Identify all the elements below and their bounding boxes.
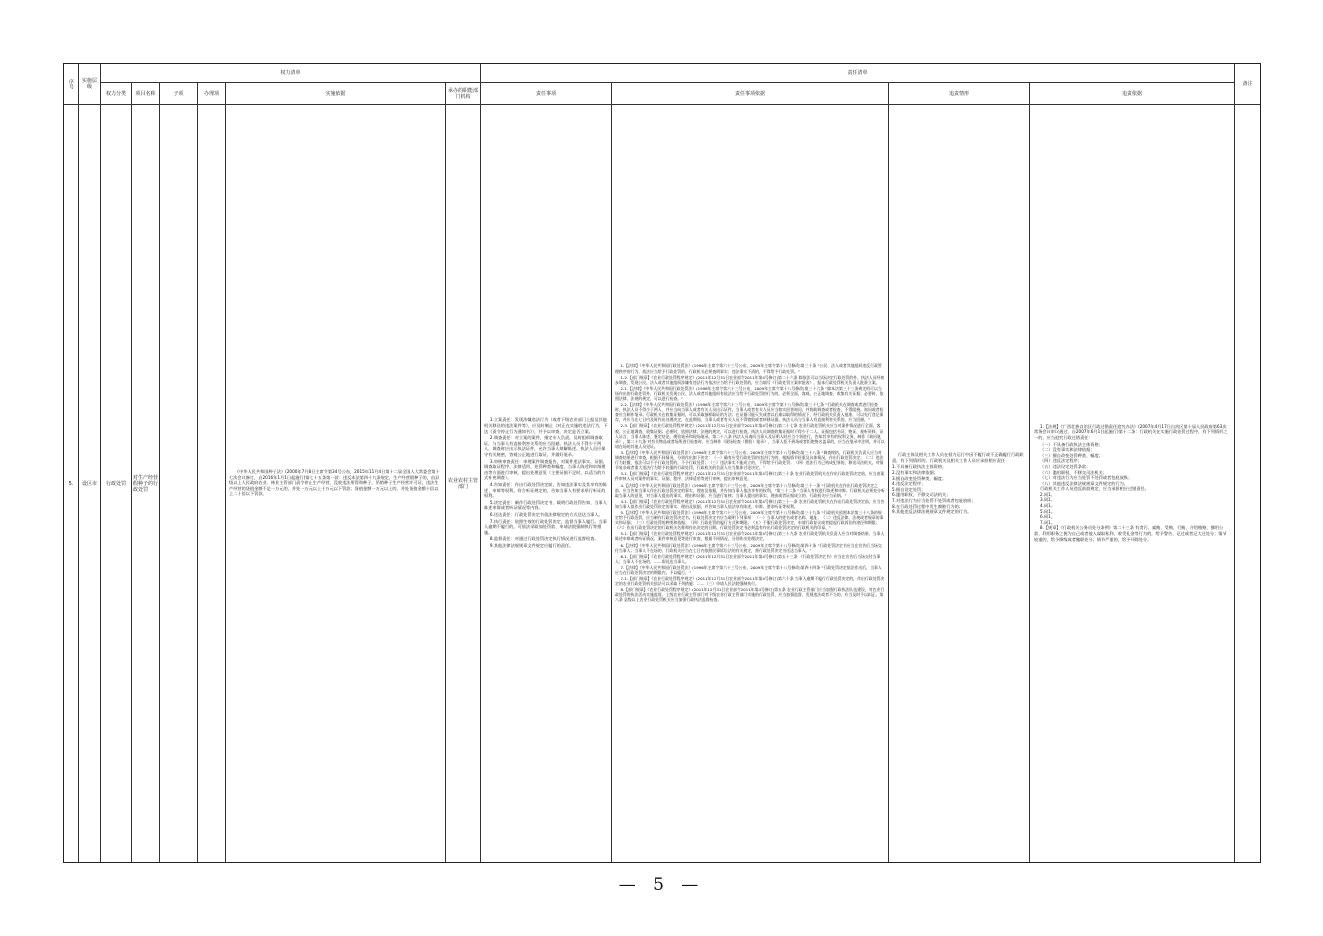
resp-basis-paragraph: 2-3.【部门规章】《农业行政处罚程序规定》(2011年12月31日农业部令2011年第4号修订)第二十七条 农业行政处罚机关应当对案件情况进行全面、客观、公正地调查，收集证据；必要时，依照法律、法规的规定，可以进行检查。执法人员调查收集证据时不得少于二人。证据包括书证、物证、视听资料、证人证言、当事人陈述、鉴定结论、勘验笔录和现场笔录。第二十八条 执法人员询问当事人及证明人时应当个别进行，告知其享有的权利义务，制作《询问笔录》。第二十九条 对有关物品或者场所进行检查时，应当制作《现场检查（勘验）笔录》，当事人拒不到场或者拒绝签名盖章的，应当在笔录中注明，并可以请在场的其他人员见证。: [615, 423, 885, 449]
header-category: 权力分类: [105, 90, 126, 97]
header-accountability: 追责情形: [948, 90, 969, 97]
header-no: 序号: [68, 79, 74, 89]
acc-basis-line: 8.【规章】《行政机关公务员处分条例》第二十三条 有贪污、索贿、受贿、行贿、介绍贿赂、挪用公款、利用职务之便为自己或者他人谋取私利、收受礼金等行为的，给予警告、记过或者记大过处分；情节较重的，给予降级或者撤职处分；情节严重的，给予开除处分。: [1034, 525, 1227, 542]
header-sub-item: 子项: [173, 90, 184, 97]
resp-item: 6.送达责任：行政处罚决定书依法律规定的方式送达当事人。: [489, 511, 603, 517]
resp-basis-paragraph: 7.【法律】《中华人民共和国行政处罚法》(1996年主席令第六十三号公布，2009年主席令第十八号修改)第四十四条 “行政处罚决定依法作出后，当事人应当在行政处罚决定的期限内，予以履行。”: [615, 564, 882, 575]
resp-basis-paragraph: 6.【法律】《中华人民共和国行政处罚法》(1996年主席令第六十三号公布，2009年主席令第十八号修改)第四十条 “行政处罚决定书应当在宣告后当场交付当事人；当事人不在场的，行政机关应当在七日内依照民事诉讼法的有关规定，将行政处罚决定书送达当事人。”: [615, 542, 882, 553]
accountability-item: 6.滥用职权，不移交司法机关；: [892, 492, 951, 498]
header-resp-item: 责任事项: [535, 90, 556, 97]
accountability-item: 1.不具备行政执法主体资格；: [892, 464, 947, 470]
acc-basis-line: （四）违反法定程序；: [1040, 458, 1082, 464]
acc-basis-line: 7.同1。: [1040, 519, 1056, 525]
resp-item: 5.决定责任：制作行政处罚决定书，载明行政处罚告知、当事人陈述申辩或者听证情况等内容。: [484, 499, 607, 511]
header-handling: 办理项: [203, 90, 219, 97]
resp-item: 3.审核审查责任：审理案件调查报告，对案件违法事实、证据、调查取证程序、法律适用、处罚种类和幅度、当事人陈述和申辩理由等方面进行审核，提出处理意见（主要证据不足时，以适当的方式补充调查）。: [484, 458, 607, 481]
row-basis: 《中华人民共和国种子法》(2000年7月8日主席令第34号公布，2015年11月4日第十二届全国人大常委会第十七次会议修订，自2016年1月1日起施行)第七十五条第一款：违反本法第四十九条规定，生产经营假种子的，由县级以上人民政府农业、林业主管部门责令停止生产经营，没收违法所得和种子，吊销种子生产经营许可证；违法生产经营的货值金额不足一万元的，并处一万元以上十万元以下罚款；货值金额一万元以上的，并处货值金额十倍以上二十倍以下罚款。: [229, 469, 440, 497]
resp-basis-paragraph: 4.【法律】《中华人民共和国行政处罚法》(1996年主席令第六十三号公布，2009年主席令第十八号修改)第三十一条 “行政机关在作出行政处罚决定之前，应当告知当事人作出行政处罚决定的事实、理由及依据，并告知当事人依法享有的权利。”第三十二条 “当事人有权进行陈述和申辩。行政机关必须充分听取当事人的意见，对当事人提出的事实、理由和证据，应当进行复核；当事人提出的事实、理由或者证据成立的，行政机关应当采纳。”: [615, 482, 885, 498]
resp-basis-paragraph: 5-1.【部门规章】《农业行政处罚程序规定》(2011年12月31日农业部令2011年第4号修订)第三十九条 农业行政处罚机关负责人应当对调查结果、当事人陈述申辩或者听证情况、案件审核意见等进行审查，根据不同情况，分别作出处理决定。: [615, 531, 885, 542]
resp-basis-paragraph: 2-2.【法律】《中华人民共和国行政处罚法》(1996年主席令第六十三号公布，2009年主席令第十八号修改)第三十七条 “行政机关在调查或者进行检查时，执法人员不得少于两人，并应当向当事人或者有关人员出示证件。当事人或者有关人员应当如实回答询问，并协助调查或者检查，不得阻挠。询问或者检查应当制作笔录。行政机关在收集证据时，可以采取抽样取证的方法；在证据可能灭失或者以后难以取得的情况下，经行政机关负责人批准，可以先行登记保存，并应当在七日内及时作出处理决定，在此期间，当事人或者有关人员不得销毁或者转移证据。执法人员与当事人有直接利害关系的，应当回避。”: [615, 402, 884, 423]
resp-basis-paragraph: 2-1.【法律】《中华人民共和国行政处罚法》(1996年主席令第六十三号公布，2009年主席令第十八号修改)第三十六条 “除本法第三十三条规定的可以当场作出的行政处罚外，行政机关发现公民、法人或者其他组织有依法应当给予行政处罚的行为的，必须全面、客观、公正地调查，收集有关证据；必要时，依照法律、法规的规定，可以进行检查。”: [615, 385, 884, 401]
resp-item: 4.告知责任：作出行政处罚决定前，告知违法事实及其享有的陈述、申辩等权利。符合听证规定的，告知当事人有要求举行听证的权利。: [484, 482, 607, 499]
header-resp-basis: 责任事项依据: [734, 90, 765, 97]
acc-basis-line: 1.【法规】《广西壮族自治区行政过错责任追究办法》(2007年4月17日自治区第十届人民政府第63次常务会议审议通过，自2007年6月1日起施行)第十二条：行政机关在实施行政处罚过程中，有下列情形之一的，应当追究行政过错责任：: [1034, 423, 1228, 440]
resp-basis-paragraph: 1.【法律】《中华人民共和国行政处罚法》(1996年主席令第六十三号公布，2009年主席令第十八号修改)第三十条 “公民、法人或者其他组织违反行政管理秩序的行为，依法应当给予行政处罚的，行政机关必须查明事实；违法事实不清的，不得给予行政处罚。”: [615, 363, 882, 374]
resp-item: 2.调查责任：对立案的案件，指定专人负责，及时组织调查取证，与当事人有直接利害关系的应当回避。执法人员不得少于两人，调查时应出示执法证件，允许当事人辩解陈述。执法人员应保守有关秘密，答观公正地进行取证，并做好笔录。: [484, 435, 606, 458]
row-level: 设区市: [81, 480, 97, 487]
header-acc-basis: 追责依据: [1121, 90, 1142, 97]
acc-basis-line: 3.同1。: [1040, 497, 1056, 503]
resp-basis-paragraph: 5.【法律】《中华人民共和国行政处罚法》(1996年主席令第六十三号公布，2009年主席令第十八号修改)第三十九条 “行政机关依照本法第三十八条的规定给予行政处罚，应当制作行政处罚决定书。行政处罚决定书应当载明下列事项：（一）当事人的姓名或者名称、地址；（二）违反法律、法规或者规章的事实和证据；（三）行政处罚的种类和依据；（四）行政处罚的履行方式和期限；（五）不服行政处罚决定，申请行政复议或者提起行政诉讼的途径和期限；（六）作出行政处罚决定的行政机关名称和作出决定的日期。行政处罚决定书必须盖有作出行政处罚决定的行政机关的印章。”: [615, 509, 884, 531]
resp-basis-paragraph: 3-1.【部门规章】《农业行政处罚程序规定》(2011年12月31日农业部令2011年第4号修订)第三十条 农业行政处罚机关在作出行政处罚决定前，应当由案件审核人员对案件的事实、证据、程序、法律适用等进行审核，提出审核意见。: [615, 471, 885, 482]
acc-basis-line: 5.同1。: [1040, 508, 1056, 514]
header-dept: 承办的职能部门机构: [447, 87, 478, 100]
resp-basis: [612, 105, 888, 862]
row-no: 5.: [68, 480, 74, 487]
acc-basis-line: 6.同1。: [1040, 514, 1056, 520]
acc-basis-line: （七）对违法行为应当处罚不处罚或者包庇放纵；: [1040, 475, 1133, 481]
acc-basis-line: 行政机关工作人员违反前款规定，应当承担相应过错责任。: [1040, 486, 1149, 492]
header-basis: 实施依据: [325, 90, 346, 97]
row-item-name: 对生产经营假种子的行政处罚: [133, 474, 159, 493]
resp-basis-paragraph: 4-1.【部门规章】《农业行政处罚程序规定》(2011年12月31日农业部令2011年第4号修订)第三十一条 农业行政处罚机关在作出行政处罚决定前，应当告知当事人拟作出行政处罚决定的事实、理由及依据，并告知当事人依法享有陈述、申辩、要求听证等权利。: [615, 498, 885, 509]
acc-basis-line: （三）擅自改变处罚种类、幅度；: [1040, 452, 1103, 458]
acc-basis-line: 2.同1。: [1040, 491, 1056, 497]
header-power-list: 权力清单: [280, 70, 301, 76]
acc-basis-line: （一）不具备行政执法主体资格；: [1040, 441, 1103, 447]
acc-basis-line: （六）滥用职权，不移交司法机关；: [1040, 469, 1108, 475]
acc-basis: [1030, 105, 1234, 862]
resp-basis-paragraph: 3.【法律】《中华人民共和国行政处罚法》(1996年主席令第六十三号公布，2009年主席令第十八号修改)第三十八条 “调查终结，行政机关负责人应当对调查结果进行审查，根据不同情况，分别作出如下决定：（一）确有应受行政处罚的违法行为的，根据情节轻重及具体情况，作出行政处罚决定；（二）违法行为轻微，依法可以不予行政处罚的，不予行政处罚；（三）违法事实不能成立的，不得给予行政处罚；（四）违法行为已构成犯罪的，移送司法机关。对情节复杂或者重大违法行为给予较重的行政处罚，行政机关的负责人应当集体讨论决定。”: [615, 449, 884, 471]
resp-basis-paragraph: 6-1.【部门规章】《农业行政处罚程序规定》(2011年12月31日农业部令2011年第4号修订)第五十三条 《行政处罚决定书》应当在宣告后当场交付当事人；当事人不在场的，……即送达当事人。: [615, 553, 881, 564]
accountability-item: 4.违反法定程序；: [892, 481, 926, 487]
resp-item: 7.执行责任：依照生效的行政处罚决定，监督当事人履行。当事人逾期不履行的，可依法采取加处罚款、申请法院强制执行等措施。: [484, 518, 607, 535]
resp-item: 1.立案责任：发现涉嫌违法行为（或者下级农业部门上报及其他机关移送的违法案件等），应及时制止（对正在实施的违法行为，下达《责令停止行为通知书》），并予以审查，决定是否立案。: [484, 417, 608, 434]
header-item-name: 项目名称: [135, 90, 156, 97]
resp-item: 9.其他法律法规规章文件规定应履行的责任。: [489, 542, 574, 548]
accountability-item: 3.擅自改变处罚种类、幅度；: [892, 475, 947, 481]
accountability-item: 5.擅自设定处罚；: [892, 486, 926, 492]
acc-basis-line: （八）其他违反法律法规规章文件规定的行为。: [1040, 480, 1128, 486]
header-resp-list: 责任清单: [847, 70, 868, 76]
row-category: 行政处罚: [105, 480, 126, 487]
accountability-item: 7.对违法行为应当处罚不处罚或者包庇放纵；: [892, 497, 976, 503]
accountability: [889, 105, 1029, 862]
acc-basis-line: 4.同1。: [1040, 503, 1056, 509]
resp-items: [481, 105, 611, 862]
row-dept: 农业农村主管部门: [447, 477, 478, 490]
resp-basis-paragraph: 8.【部门规章】《农业行政处罚程序规定》(2011年12月31日农业部令2011年第4号修订)第五条 农业行政主管部门应当加强行政执法队伍建设，对农业行政处罚的执法活动实施监督。上级农业行政主管部门对下级农业行政主管部门实施的行政处罚，应当加强监督，发现违法或者不当的，应当及时予以纠正。第八条 县级以上农业行政处罚机关应当加强行政执法监督检查。: [615, 587, 885, 603]
accountability-intro: 行政主体及相关工作人员在权力运行中因不履行或不正确履行行政职责，有下列情形的，行政机关及相关工作人员应承担相应责任：: [892, 452, 1024, 463]
resp-item: 8.监督责任：对通过行政处罚决定执行情况进行监督检查。: [489, 536, 599, 542]
acc-basis-line: （二）没有事实和法律依据；: [1040, 447, 1095, 453]
resp-basis-paragraph: 1-2.【部门规章】《农业行政处罚程序规定》(2011年12月31日农业部令2011年第4号修订)第二十六条 除依法可以当场决定行政处罚的外，执法人员经初步调查，发现公民、法人或者其他组织涉嫌有违法行为依法应当给予行政处罚的，应当填写《行政处罚立案审批表》，报本行政处罚机关负责人批准立案。: [615, 374, 885, 385]
accountability-item: 8.在行政处罚过程中发生腐败行为的；: [892, 503, 963, 509]
header-level: 实施层级: [81, 78, 97, 90]
accountability-item: 9.其他违反法律法规规章文件规定的行为。: [892, 509, 972, 515]
page-number: — 5 —: [618, 875, 705, 895]
resp-basis-paragraph: 7-1.【部门规章】《农业行政处罚程序规定》(2011年12月31日农业部令2011年第4号修订)第六十条 当事人逾期不履行行政处罚决定的，作出行政处罚决定的农业行政处罚机关依法可以采取下列措施：……（三）申请人民法院强制执行。: [615, 576, 885, 587]
accountability-item: 2.没有事实和法律依据；: [892, 470, 938, 476]
header-remark: 备注: [1242, 81, 1253, 87]
acc-basis-line: （五）违法设定处罚条款；: [1040, 463, 1091, 469]
responsibility-table: [63, 63, 1261, 863]
